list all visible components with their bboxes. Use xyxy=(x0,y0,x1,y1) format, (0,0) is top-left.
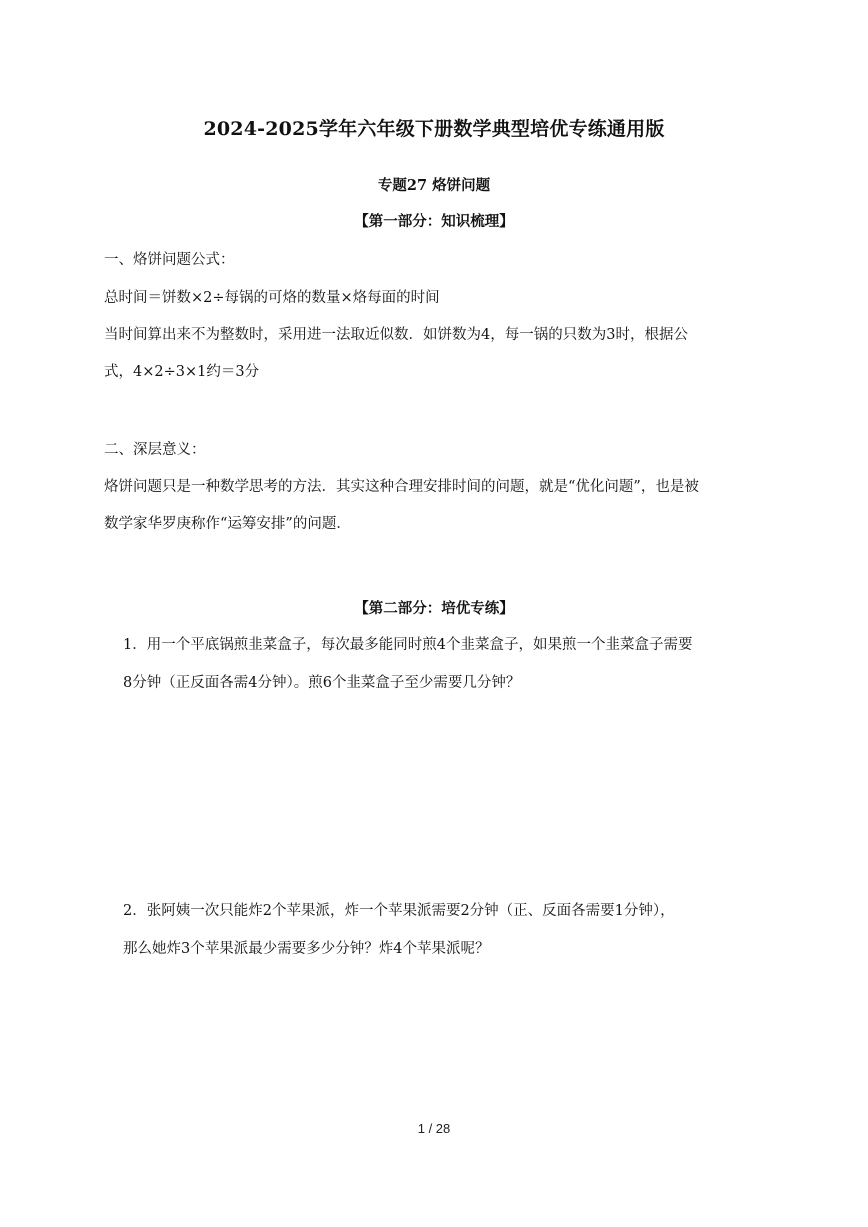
document-title: 2024-2025学年六年级下册数学典型培优专练通用版 xyxy=(203,118,665,140)
meaning-line: 烙饼问题只是一种数学思考的方法．其实这种合理安排时间的问题，就是“优化问题”，也是被 xyxy=(104,479,699,495)
question-1-line: 1．用一个平底锅煎韭菜盒子，每次最多能同时煎4个韭菜盒子，如果煎一个韭菜盒子需要 xyxy=(123,637,693,653)
part1-heading: 【第一部分：知识梳理】 xyxy=(354,213,514,230)
example-line: 式，4×2÷3×1约＝3分 xyxy=(104,364,260,380)
formula-line: 总时间＝饼数×2÷每锅的可烙的数量×烙每面的时间 xyxy=(104,290,440,306)
question-2-line: 那么她炸3个苹果派最少需要多少分钟？炸4个苹果派呢？ xyxy=(123,941,490,957)
section1-heading: 一、烙饼问题公式： xyxy=(104,252,235,268)
question-2-line: 2．张阿姨一次只能炸2个苹果派，炸一个苹果派需要2分钟（正、反面各需要1分钟）， xyxy=(123,903,675,919)
meaning-line: 数学家华罗庚称作“运筹安排”的问题． xyxy=(104,516,351,532)
rounding-note-line: 当时间算出来不为整数时，采用进一法取近似数．如饼数为4，每一锅的只数为3时，根据公 xyxy=(104,327,688,343)
section2-heading: 二、深层意义： xyxy=(104,442,206,458)
part2-heading: 【第二部分：培优专练】 xyxy=(354,600,514,617)
question-1-line: 8分钟（正反面各需4分钟）。煎6个韭菜盒子至少需要几分钟？ xyxy=(123,675,521,691)
page-indicator: 1 / 28 xyxy=(417,1121,451,1136)
topic-subtitle: 专题27 烙饼问题 xyxy=(377,177,491,194)
